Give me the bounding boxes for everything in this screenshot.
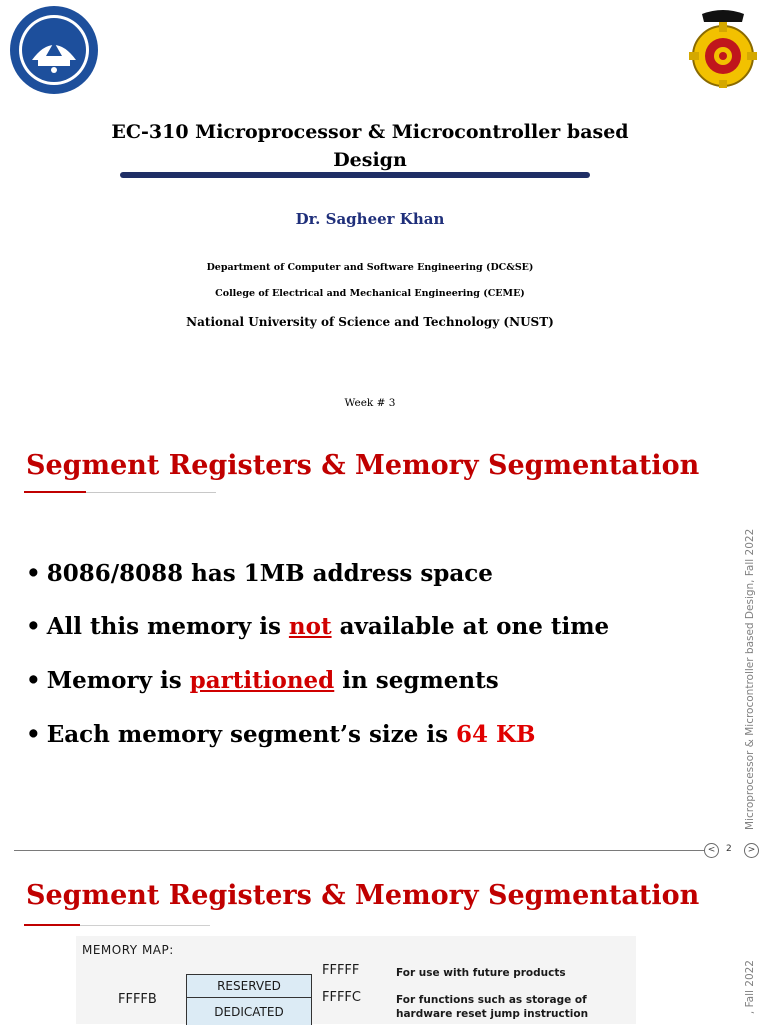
college-line: College of Electrical and Mechanical Engineering (CEME) [215, 288, 525, 299]
highlight-word: 64 KB [456, 721, 536, 748]
slide-footer: , Fall 2022 [744, 960, 756, 1015]
highlight-word: partitioned [189, 667, 335, 694]
course-title: EC-310 Microprocessor & Microcontroller based Design [111, 121, 629, 171]
memory-map-title: MEMORY MAP: [82, 943, 174, 957]
slide-heading: Segment Registers & Memory Segmentation [26, 450, 700, 481]
memory-description: For functions such as storage of hardware reset jump instruction [396, 994, 589, 1020]
next-slide-button[interactable] [744, 843, 759, 858]
highlight-word: not [288, 613, 332, 640]
page-number: 2 [726, 844, 732, 854]
heading-underline [24, 924, 80, 926]
bullet-item: • 8086/8088 has 1MB address space [26, 560, 493, 587]
slide-heading: Segment Registers & Memory Segmentation [26, 880, 700, 911]
author-name: Dr. Sagheer Khan [295, 210, 445, 228]
nust-seal-logo-icon [8, 4, 100, 96]
bullet-item: • All this memory is not available at one time [26, 613, 610, 640]
ceme-crest-logo-icon [682, 6, 764, 90]
slide-divider [14, 850, 704, 851]
university-line: National University of Science and Technology (NUST) [186, 315, 554, 329]
heading-underline [24, 491, 86, 493]
memory-block-dedicated: DEDICATED [186, 997, 312, 1025]
chevron-left-icon: < [707, 845, 716, 855]
heading-underline-rule [86, 492, 216, 493]
memory-address: FFFFB [118, 992, 157, 1007]
memory-address: FFFFF [322, 963, 360, 978]
heading-underline-rule [80, 925, 210, 926]
slide-footer: Microprocessor & Microcontroller based Design, Fall 2022 [744, 528, 756, 830]
previous-slide-button[interactable] [704, 843, 719, 858]
chevron-right-icon: > [747, 845, 756, 855]
title-rule [120, 172, 590, 178]
bullet-item: • Each memory segment’s size is 64 KB [26, 721, 536, 748]
department-line: Department of Computer and Software Engineering (DC&SE) [206, 262, 534, 273]
memory-block-reserved: RESERVED [186, 974, 312, 998]
memory-address: FFFFC [322, 990, 361, 1005]
week-label: Week # 3 [344, 397, 396, 409]
bullet-item: • Memory is partitioned in segments [26, 667, 499, 694]
memory-description: For use with future products [396, 967, 566, 979]
